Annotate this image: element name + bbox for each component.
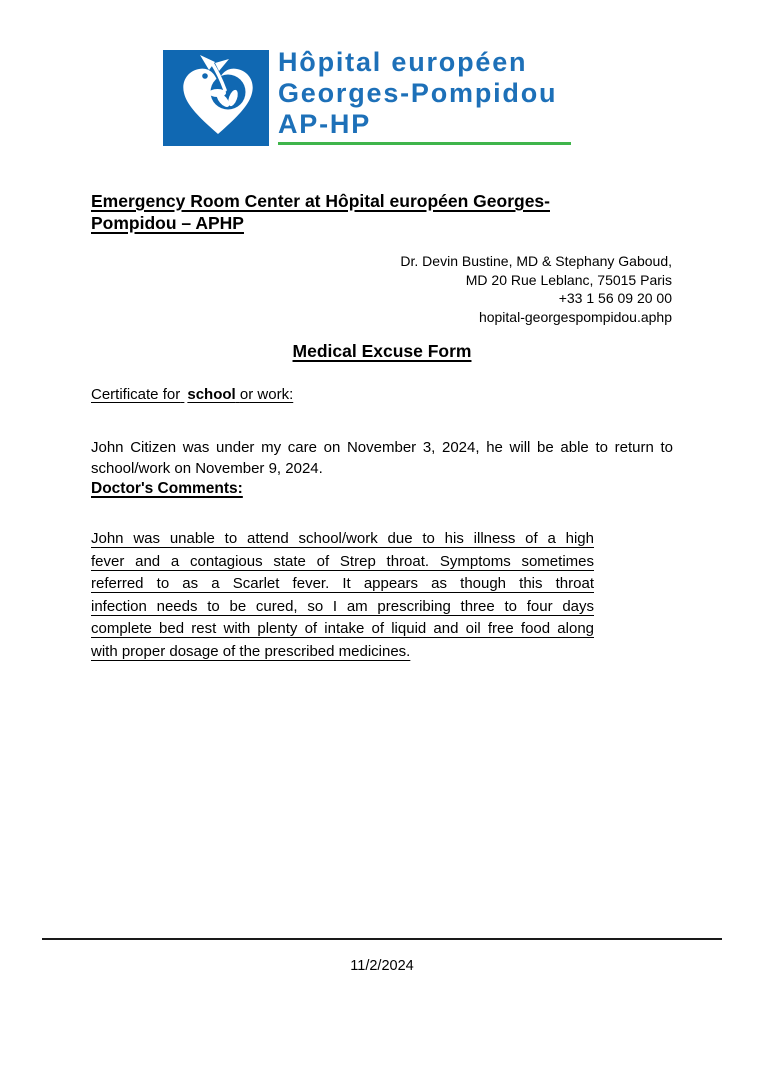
hospital-name-line-2: Georges-Pompidou bbox=[278, 78, 558, 108]
hospital-name-line-3: AP-HP bbox=[278, 109, 372, 139]
hospital-name bbox=[278, 47, 557, 140]
document-title bbox=[91, 191, 681, 234]
doctor-names: Dr. Devin Bustine, MD & Stephany Gaboud, bbox=[400, 253, 672, 269]
form-title: Medical Excuse Form bbox=[292, 341, 472, 361]
certificate-suffix: or work: bbox=[239, 386, 294, 403]
hospital-name-line-1: Hôpital européen bbox=[278, 47, 528, 77]
footer-date: 11/2/2024 bbox=[350, 958, 414, 974]
doctors-comments-text bbox=[91, 528, 594, 664]
certificate-line bbox=[91, 386, 293, 403]
website: hopital-georgespompidou.aphp bbox=[478, 308, 672, 325]
comments-line-1: John was unable to attend school/work due to his illness of a high bbox=[91, 530, 594, 547]
care-statement-line-1: John Citizen was under my care on November 3, 2024, he will be able to return to bbox=[91, 439, 673, 456]
comments-line-3: referred to as a Scarlet fever. It appears as though this throat bbox=[91, 575, 594, 593]
certificate-emphasis: school bbox=[187, 386, 236, 403]
care-statement-line-2: school/work on November 9, 2024. bbox=[91, 460, 323, 477]
comments-line-4: infection needs to be cured, so I am prescribing three to four days bbox=[91, 597, 594, 615]
certificate-prefix: Certificate for bbox=[91, 386, 181, 403]
doctors-comments-label: Doctor's Comments: bbox=[91, 480, 243, 497]
document-title-line-1: Emergency Room Center at Hôpital européen Georges- bbox=[91, 191, 550, 211]
comments-line-6: with proper dosage of the prescribed medicines. bbox=[91, 642, 411, 660]
logo-green-underline bbox=[278, 142, 571, 145]
phone-number: +33 1 56 09 20 00 bbox=[558, 290, 672, 306]
comments-line-2: fever and a contagious state of Strep throat. Symptoms sometimes bbox=[91, 552, 594, 570]
document-title-line-2: Pompidou – APHP bbox=[91, 212, 244, 233]
comments-line-5: complete bed rest with plenty of intake of liquid and oil free food along bbox=[91, 620, 594, 638]
aphp-heart-dove-logo-icon bbox=[163, 50, 269, 146]
footer-divider bbox=[42, 938, 722, 940]
care-statement bbox=[91, 437, 673, 479]
address-line: MD 20 Rue Leblanc, 75015 Paris bbox=[465, 271, 672, 288]
contact-block bbox=[400, 252, 672, 326]
